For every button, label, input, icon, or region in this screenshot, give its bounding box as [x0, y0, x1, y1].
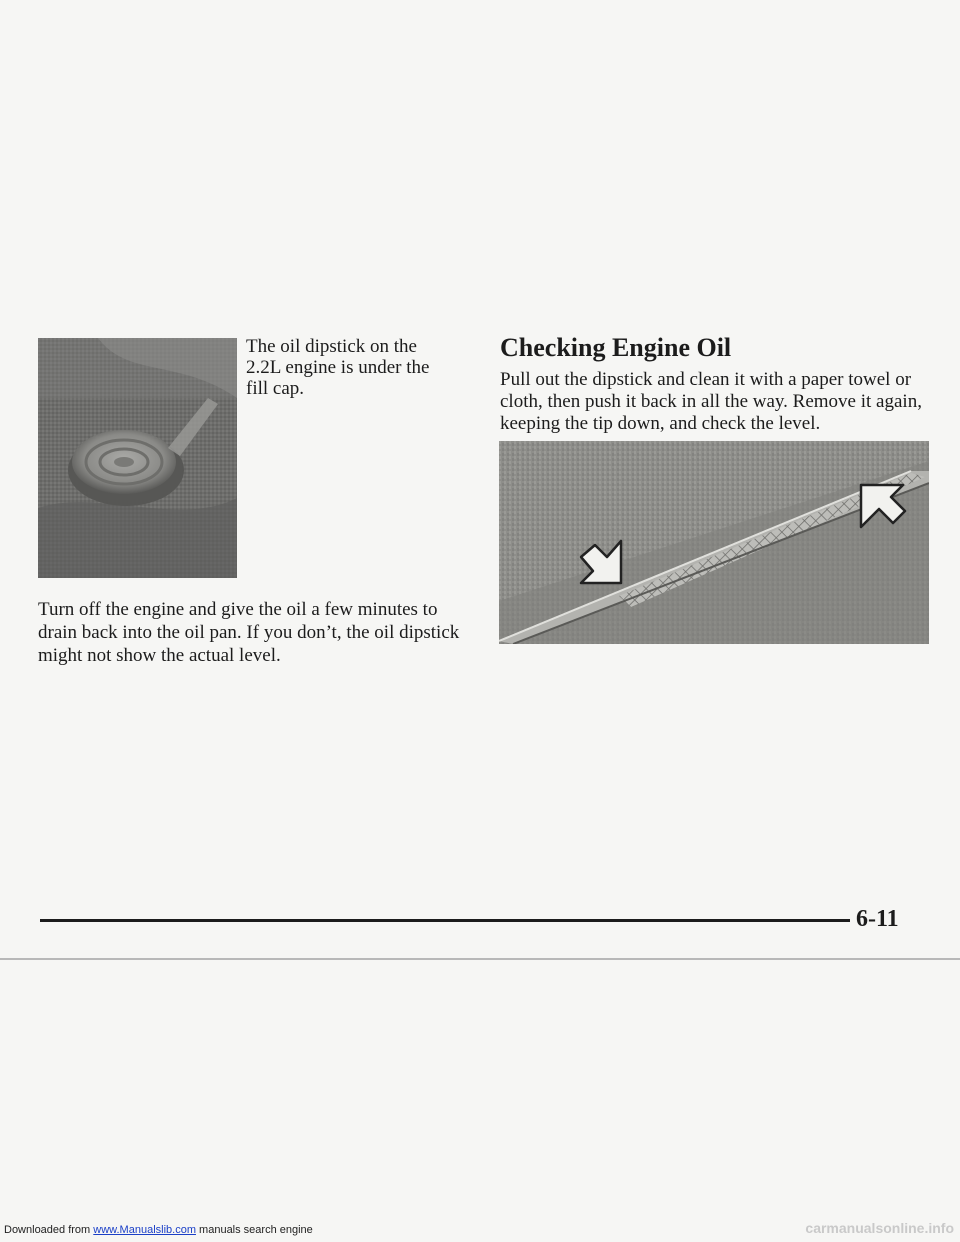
watermark-text: carmanualsonline.info: [805, 1220, 954, 1236]
footer-thin-rule: [0, 958, 960, 960]
page-number: 6-11: [856, 906, 899, 932]
download-suffix: manuals search engine: [199, 1224, 313, 1236]
dipstick-instructions-paragraph: Pull out the dipstick and clean it with a paper towel or cloth, then push it back in all the way. Remove it again, keeping the tip down, and check the level.: [500, 369, 922, 434]
section-heading: Checking Engine Oil: [500, 333, 732, 362]
manualslib-link[interactable]: www.Manualslib.com: [93, 1224, 196, 1236]
dipstick-photo: [499, 441, 929, 644]
turn-off-engine-paragraph: Turn off the engine and give the oil a few minutes to drain back into the oil pan. If you don’t, the oil dipstick might not show the actual level.: [38, 599, 460, 666]
fill-cap-caption: The oil dipstick on the 2.2L engine is under the fill cap.: [246, 336, 430, 399]
download-prefix: Downloaded from: [4, 1224, 91, 1236]
fill-cap-photo: [38, 338, 237, 578]
fill-cap-illustration: [38, 338, 237, 578]
download-credit: [4, 1223, 313, 1237]
footer-rule: [40, 919, 850, 922]
dipstick-illustration: [499, 441, 929, 644]
